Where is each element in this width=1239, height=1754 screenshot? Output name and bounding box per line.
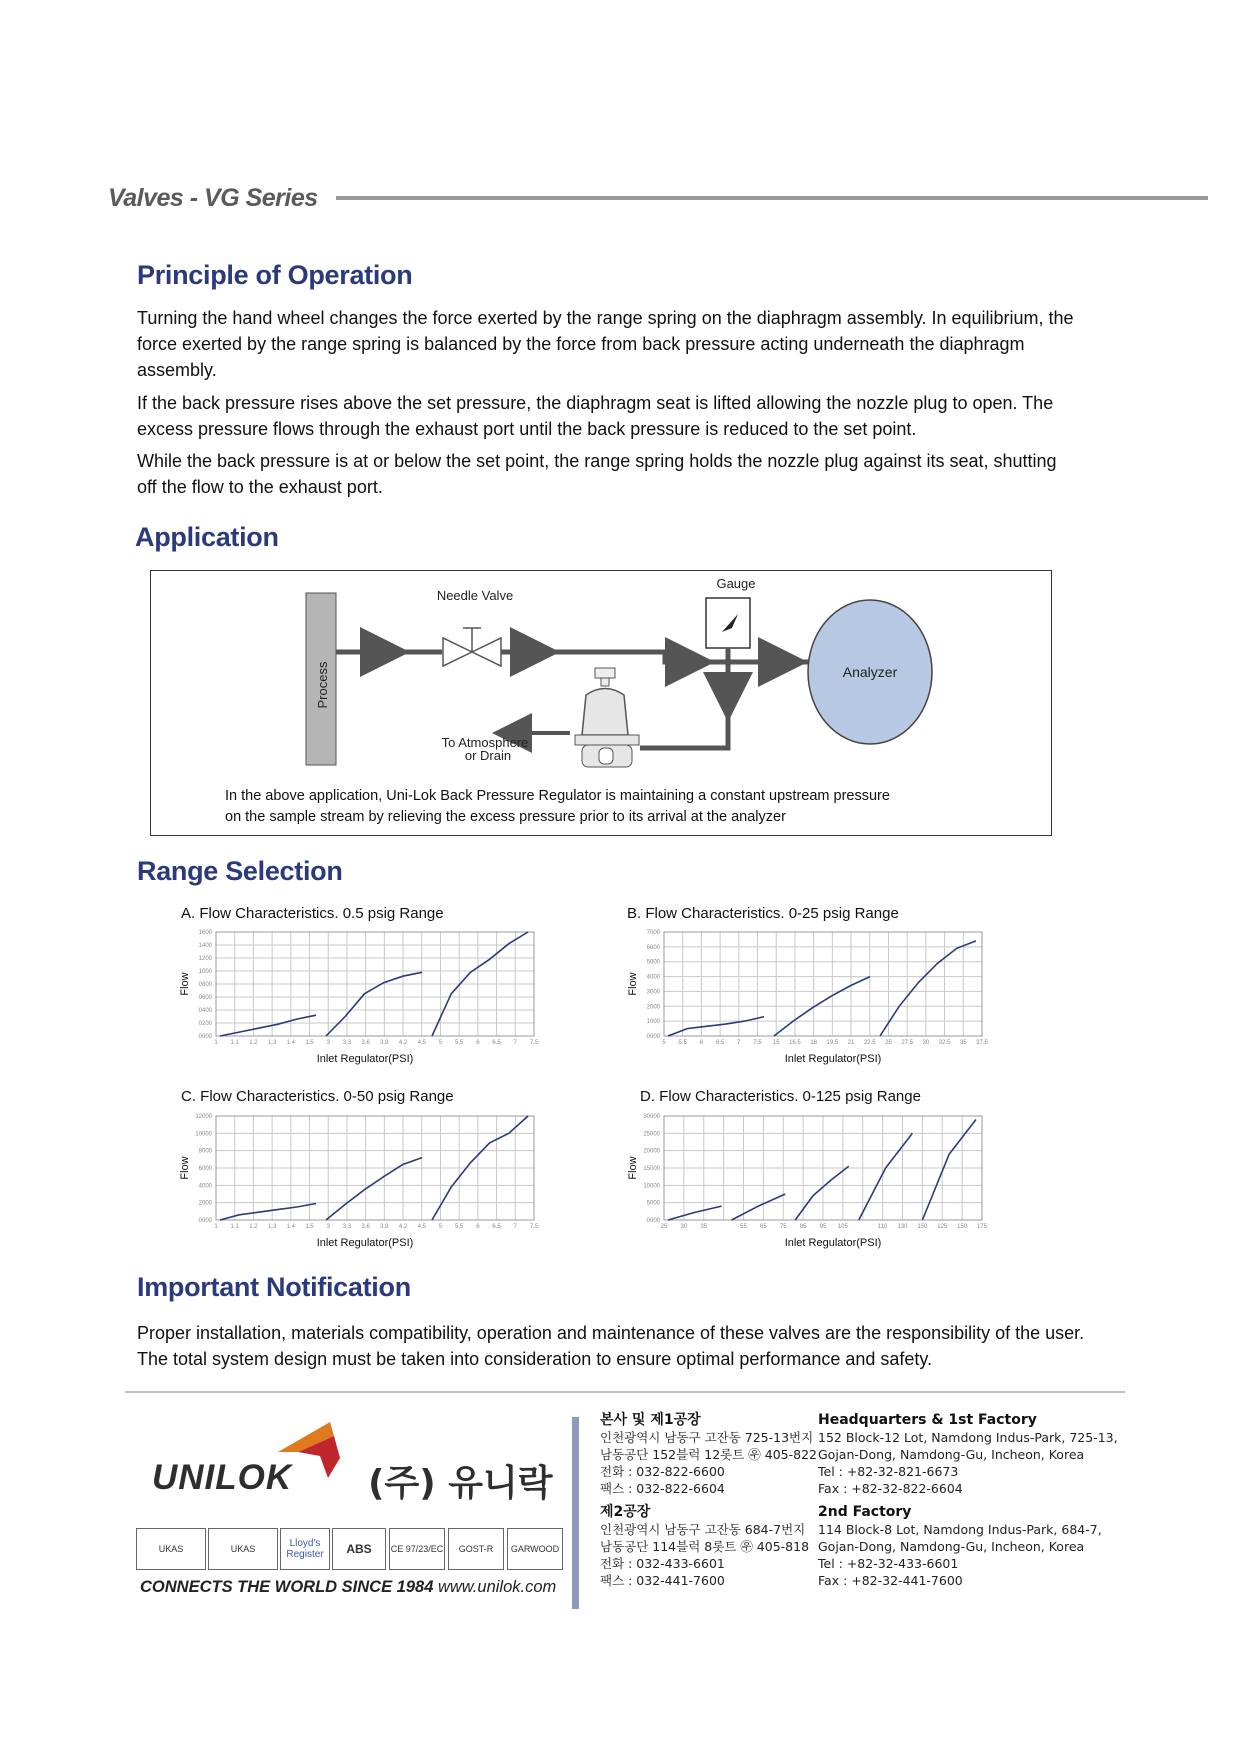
chart-c: [172, 1106, 552, 1258]
y-tick-label: 15000: [643, 1166, 660, 1172]
x-tick-label: 35: [700, 1224, 708, 1230]
x-tick-label: 5: [438, 1224, 443, 1230]
x-tick-label: 4.2: [398, 1040, 408, 1046]
needle-valve-label: Needle Valve: [436, 588, 514, 603]
footer-rule: [125, 1391, 1125, 1393]
regulator-body: [582, 689, 628, 736]
cert-gost: GOST-R: [448, 1528, 504, 1570]
y-tick-label: 4000: [198, 1183, 212, 1190]
x-axis-label: Inlet Regulator(PSI): [316, 1237, 414, 1249]
footer-divider-bar: [572, 1417, 579, 1609]
en-hq-block: [818, 1412, 1118, 1497]
series-line: [732, 1194, 786, 1220]
x-tick-label: 30: [922, 1040, 930, 1046]
x-tick-label: 150: [957, 1224, 968, 1230]
y-tick-label: 6000: [198, 1166, 212, 1172]
ko-hq-phone: 전화 : 032-822-6600: [600, 1464, 725, 1479]
x-tick-label: 5: [438, 1040, 443, 1046]
x-tick-label: 5.5: [678, 1040, 687, 1046]
ko-factory2-line: 남동공단 114블럭 8롯트 ㉾ 405-818: [600, 1539, 810, 1554]
x-tick-label: 25: [660, 1224, 668, 1230]
application-heading: Application: [135, 522, 279, 552]
brand-korean: (주) 유니락: [368, 1463, 553, 1504]
y-tick-label: 2000: [198, 1200, 212, 1207]
principle-paragraph-1: Turning the hand wheel changes the force exerted by the range spring on the diaphragm assembly. In equilibrium, the force exerted by the range spring is balanced by the force from back pressure acting underneath the diaphragm assembly.: [137, 308, 1074, 380]
gauge-box: [706, 598, 750, 648]
en-hq-fax: Fax : +82-32-822-6604: [818, 1481, 963, 1496]
x-tick-label: 6: [476, 1040, 480, 1046]
en-factory2-fax: Fax : +82-32-441-7600: [818, 1573, 963, 1588]
x-axis-label: Inlet Regulator(PSI): [316, 1053, 414, 1065]
y-tick-label: 0000: [646, 1034, 660, 1040]
application-caption: [225, 786, 890, 828]
ko-hq-line: 남동공단 152블럭 12롯트 ㉾ 405-822: [600, 1447, 817, 1462]
series-line: [668, 1206, 722, 1220]
x-tick-label: 6.5: [492, 1040, 501, 1046]
x-tick-label: 55: [740, 1224, 747, 1230]
x-tick-label: 3: [326, 1040, 330, 1046]
x-tick-label: 4.5: [417, 1040, 426, 1046]
x-tick-label: 150: [917, 1224, 928, 1230]
x-tick-label: 6.5: [715, 1040, 725, 1046]
chart-b: [620, 922, 1000, 1074]
y-tick-label: 25000: [643, 1131, 660, 1138]
x-tick-label: 110: [877, 1224, 888, 1230]
y-tick-label: 8000: [198, 1148, 212, 1155]
y-tick-label: 12000: [195, 1114, 212, 1120]
needle-valve-left: [443, 638, 472, 666]
x-tick-label: 21: [847, 1040, 855, 1046]
x-tick-label: 32.5: [938, 1040, 951, 1046]
x-tick-label: 6: [476, 1224, 480, 1230]
chart-d-title: D. Flow Characteristics. 0-125 psig Range: [640, 1088, 921, 1105]
x-tick-label: 7: [513, 1224, 517, 1230]
x-tick-label: 30: [680, 1224, 688, 1230]
gauge-label: Gauge: [716, 576, 756, 591]
x-tick-label: 5.5: [455, 1040, 464, 1046]
ko-factory2-line: 인천광역시 남동구 고잔동 684-7번지: [600, 1522, 806, 1537]
principle-paragraph-2: If the back pressure rises above the set pressure, the diaphragm seat is lifted allowing the nozzle plug to open. The excess pressure flows through the exhaust port until the back pressure is reduced to the set point.: [137, 393, 1054, 439]
y-tick-label: 20000: [643, 1148, 660, 1155]
y-tick-label: 1400: [198, 943, 212, 949]
x-tick-label: 3.3: [342, 1040, 352, 1046]
x-tick-label: 1.1: [230, 1040, 239, 1046]
plot-frame: [664, 932, 982, 1036]
ko-hq-fax: 팩스 : 032-822-6604: [600, 1481, 725, 1496]
x-tick-label: 5: [662, 1040, 666, 1046]
analyzer-label: Analyzer: [842, 664, 898, 680]
en-factory2-title: 2nd Factory: [818, 1504, 912, 1520]
application-caption-line-2: on the sample stream by relieving the excess pressure prior to its arrival at the analyzer: [225, 809, 786, 825]
y-tick-label: 0000: [198, 1034, 212, 1040]
website-link[interactable]: www.unilok.com: [437, 1578, 557, 1596]
x-tick-label: 1: [214, 1040, 218, 1046]
series-line: [859, 1133, 913, 1220]
cert-ukas-2: UKAS: [208, 1528, 278, 1570]
x-tick-label: 125: [937, 1224, 948, 1230]
x-tick-label: 4.2: [398, 1224, 408, 1230]
x-tick-label: 1.4: [286, 1224, 295, 1230]
chart-b-title: B. Flow Characteristics. 0-25 psig Range: [627, 905, 899, 922]
y-tick-label: 1000: [198, 969, 212, 975]
x-tick-label: 22.5: [863, 1040, 876, 1046]
or-drain-label: or Drain: [464, 748, 512, 763]
y-tick-label: 5000: [646, 1200, 660, 1207]
x-tick-label: 95: [819, 1224, 827, 1230]
important-text: Proper installation, materials compatibility, operation and maintenance of these valves are the responsibility of the user. The total system design must be taken into consideration to ensure optimal performance and safety.: [137, 1323, 1085, 1369]
x-tick-label: 175: [976, 1224, 988, 1230]
ko-hq-line: 인천광역시 남동구 고잔동 725-13번지: [600, 1430, 814, 1445]
x-axis-label: Inlet Regulator(PSI): [784, 1237, 882, 1249]
y-tick-label: 0800: [198, 982, 212, 988]
x-tick-label: 5.5: [455, 1224, 464, 1230]
x-tick-label: 3.6: [361, 1040, 370, 1046]
x-tick-label: 1.3: [267, 1040, 277, 1046]
ko-hq-title: 본사 및 제1공장: [600, 1412, 701, 1428]
x-tick-label: 7.5: [753, 1040, 762, 1046]
en-hq-title: Headquarters & 1st Factory: [818, 1412, 1037, 1428]
ko-hq-block: [600, 1412, 817, 1497]
x-tick-label: 7: [737, 1040, 741, 1046]
y-axis-label: Flow: [179, 1156, 191, 1180]
chart-d: [620, 1106, 1000, 1258]
y-tick-label: 0000: [646, 1218, 660, 1224]
header-rule: [336, 196, 1208, 200]
x-tick-label: 3.3: [342, 1224, 352, 1230]
ko-factory2-phone: 전화 : 032-433-6601: [600, 1556, 725, 1571]
en-factory2-line: 114 Block-8 Lot, Namdong Indus-Park, 684-7,: [818, 1522, 1102, 1537]
series-line: [922, 1120, 976, 1221]
x-axis-label: Inlet Regulator(PSI): [784, 1053, 882, 1065]
y-tick-label: 5000: [646, 959, 660, 966]
x-tick-label: 15: [772, 1040, 780, 1046]
pipe-segment: [640, 662, 728, 748]
en-hq-line: 152 Block-12 Lot, Namdong Indus-Park, 725-13,: [818, 1430, 1118, 1445]
series-line: [326, 972, 422, 1036]
cert-ukas-1: UKAS: [136, 1528, 206, 1570]
y-tick-label: 0400: [198, 1008, 212, 1014]
x-tick-label: 85: [799, 1224, 807, 1230]
application-diagram: [150, 570, 1052, 780]
to-atmosphere-label: To Atmosphere: [441, 735, 529, 750]
x-tick-label: 35: [959, 1040, 967, 1046]
series-line: [880, 941, 976, 1036]
principle-paragraph-3: While the back pressure is at or below the set point, the range spring holds the nozzle plug against its seat, shutting off the flow to the exhaust port.: [137, 451, 1057, 497]
x-tick-label: 1.2: [249, 1040, 258, 1046]
process-label: Process: [315, 661, 330, 709]
cert-abs: ABS: [332, 1528, 386, 1570]
x-tick-label: 27.5: [901, 1040, 914, 1046]
y-tick-label: 1600: [198, 930, 212, 936]
x-tick-label: 4.5: [417, 1224, 426, 1230]
en-factory2-block: [818, 1504, 1102, 1589]
cert-ce: CE 97/23/EC: [389, 1528, 445, 1570]
chart-c-title: C. Flow Characteristics. 0-50 psig Range: [181, 1088, 454, 1105]
x-tick-label: 18: [810, 1040, 817, 1046]
y-tick-label: 0600: [198, 995, 212, 1001]
x-tick-label: 6: [699, 1040, 704, 1046]
x-tick-label: 105: [837, 1224, 848, 1230]
x-tick-label: 6.5: [492, 1224, 501, 1230]
application-caption-line-1: In the above application, Uni-Lok Back Pressure Regulator is maintaining a constant upstream pressure: [225, 788, 890, 804]
y-tick-label: 30000: [643, 1114, 660, 1120]
x-tick-label: 1.5: [305, 1224, 314, 1230]
y-axis-label: Flow: [627, 1156, 639, 1180]
series-line: [326, 1158, 422, 1220]
y-tick-label: 10000: [195, 1131, 212, 1138]
x-tick-label: 7: [513, 1040, 517, 1046]
tagline: [140, 1578, 556, 1597]
x-tick-label: 1.3: [267, 1224, 277, 1230]
x-tick-label: 37.5: [976, 1040, 988, 1046]
ko-factory2-fax: 팩스 : 032-441-7600: [600, 1573, 725, 1588]
needle-valve-right: [472, 638, 501, 666]
tagline-text: CONNECTS THE WORLD SINCE 1984: [140, 1578, 434, 1596]
y-tick-label: 2000: [646, 1004, 660, 1011]
y-tick-label: 3000: [646, 989, 660, 996]
x-tick-label: 3.9: [380, 1040, 389, 1046]
en-factory2-phone: Tel : +82-32-433-6601: [818, 1556, 959, 1571]
ko-factory2-title: 제2공장: [600, 1504, 651, 1520]
en-hq-phone: Tel : +82-32-821-6673: [818, 1464, 959, 1479]
en-factory2-line: Gojan-Dong, Namdong-Gu, Incheon, Korea: [818, 1539, 1085, 1554]
x-tick-label: 1.1: [230, 1224, 239, 1230]
x-tick-label: 75: [779, 1224, 787, 1230]
important-heading: Important Notification: [137, 1272, 411, 1302]
x-tick-label: 7.5: [529, 1040, 539, 1046]
y-tick-label: 1200: [198, 956, 212, 962]
range-selection-heading: Range Selection: [137, 856, 343, 886]
x-tick-label: 1.5: [305, 1040, 314, 1046]
y-tick-label: 0000: [198, 1218, 212, 1224]
y-axis-label: Flow: [627, 972, 639, 996]
brand-logo: UNILOK: [152, 1458, 293, 1497]
x-tick-label: 3.6: [361, 1224, 370, 1230]
cert-lloyds: Lloyd's Register: [280, 1528, 330, 1570]
y-tick-label: 0200: [198, 1021, 212, 1027]
series-title: Valves - VG Series: [108, 184, 318, 212]
y-tick-label: 10000: [643, 1183, 660, 1190]
x-tick-label: 1: [214, 1224, 218, 1230]
chart-a: [172, 922, 552, 1074]
y-tick-label: 1000: [646, 1019, 660, 1026]
y-axis-label: Flow: [179, 972, 191, 996]
x-tick-label: 7.5: [529, 1224, 539, 1230]
x-tick-label: 16.5: [789, 1040, 801, 1046]
chart-a-title: A. Flow Characteristics. 0.5 psig Range: [181, 905, 444, 922]
ko-factory2-block: [600, 1504, 809, 1589]
cert-garwood: GARWOOD: [507, 1528, 563, 1570]
x-tick-label: 65: [760, 1224, 767, 1230]
x-tick-label: 1.4: [286, 1040, 295, 1046]
y-tick-label: 6000: [646, 944, 660, 951]
x-tick-label: 19.5: [826, 1040, 839, 1046]
x-tick-label: 130: [897, 1224, 908, 1230]
principle-heading: Principle of Operation: [137, 260, 413, 290]
x-tick-label: 25: [885, 1040, 892, 1046]
en-hq-line: Gojan-Dong, Namdong-Gu, Incheon, Korea: [818, 1447, 1085, 1462]
x-tick-label: 3: [326, 1224, 330, 1230]
y-tick-label: 7000: [646, 930, 660, 936]
x-tick-label: 3.9: [380, 1224, 389, 1230]
x-tick-label: 1.2: [249, 1224, 258, 1230]
y-tick-label: 4000: [646, 974, 660, 981]
